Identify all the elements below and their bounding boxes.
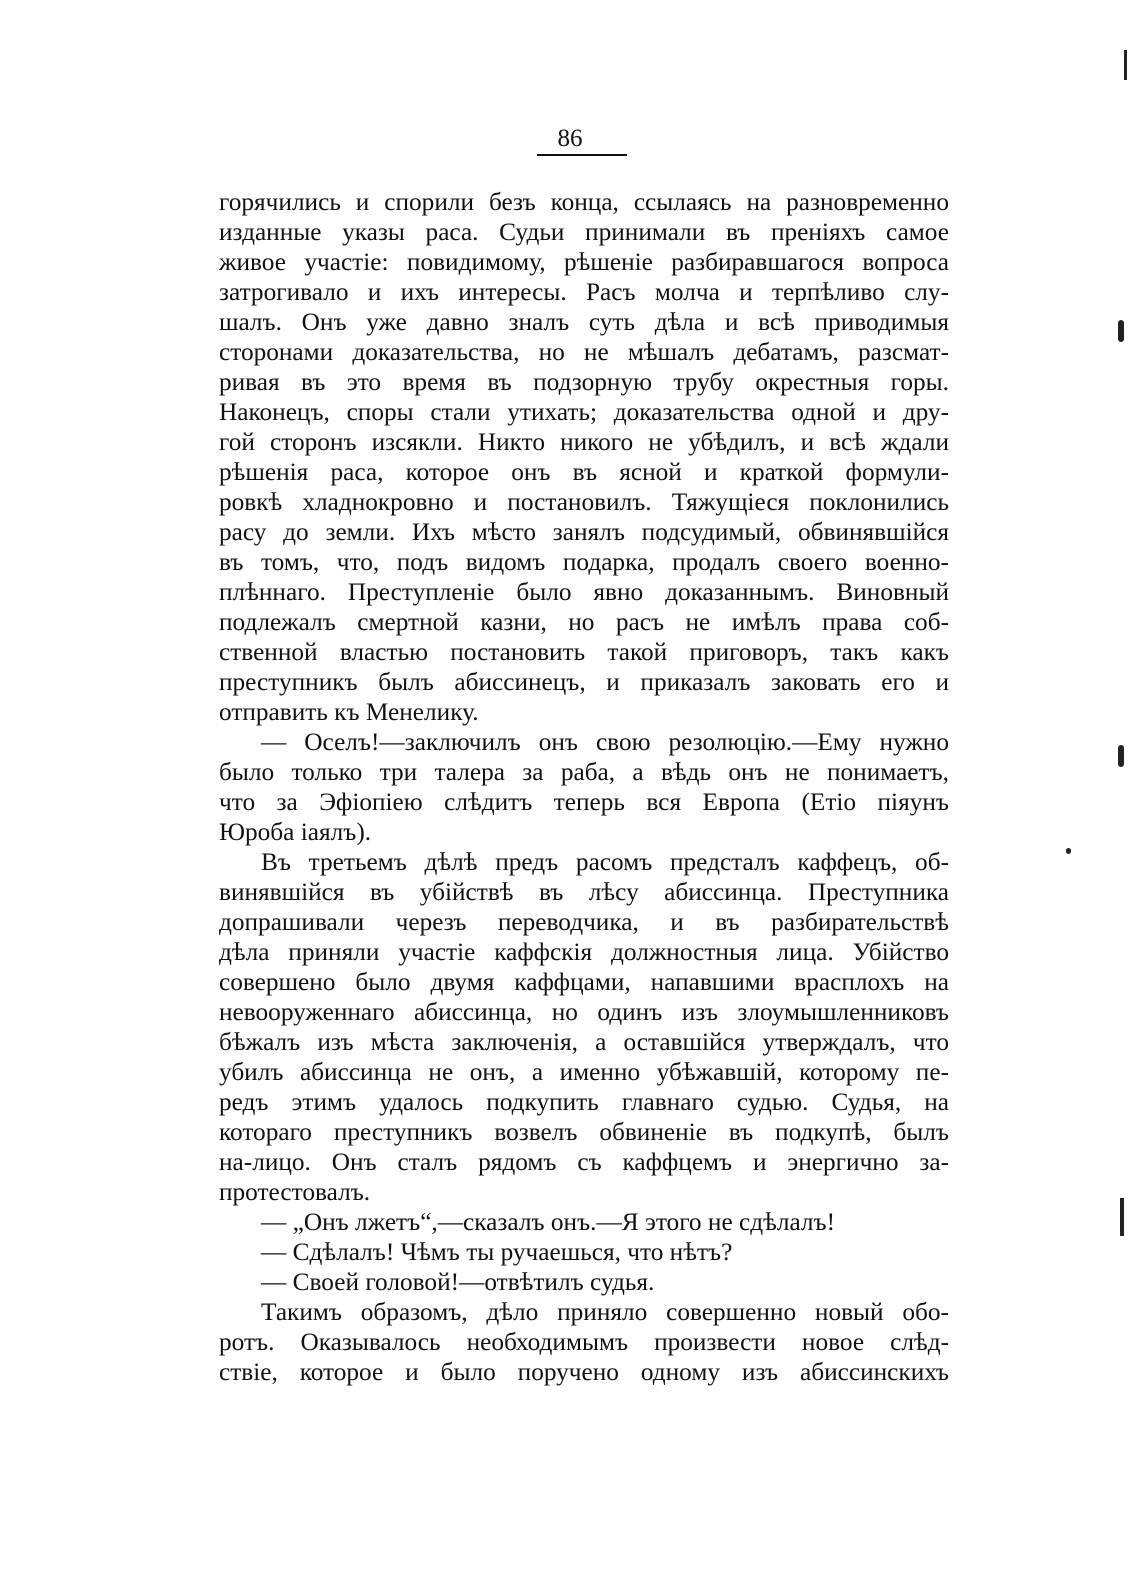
text-line: было только три талера за раба, а вѣдь онъ не понимаетъ,: [219, 758, 949, 786]
text-line: преступникъ былъ абиссинецъ, и приказалъ заковать его и: [219, 668, 949, 696]
text-line: убилъ абиссинца не онъ, а именно убѣжавшій, которому пе-: [219, 1058, 949, 1086]
text-line: горячились и спорили безъ конца, ссылаясь на разновременно: [219, 188, 949, 216]
text-line: въ томъ, что, подъ видомъ подарка, продалъ своего военно-: [219, 548, 949, 576]
text-line: ротъ. Оказывалось необходимымъ произвести новое слѣд-: [219, 1328, 949, 1356]
text-line: совершено было двумя каффцами, напавшими врасплохъ на: [219, 968, 949, 996]
margin-mark: [1124, 50, 1127, 80]
text-line: живое участіе: повидимому, рѣшеніе разбиравшагося вопроса: [219, 248, 949, 276]
text-line: плѣннаго. Преступленіе было явно доказаннымъ. Виновный: [219, 578, 949, 606]
text-line: винявшійся въ убійствѣ въ лѣсу абиссинца. Преступника: [219, 878, 949, 906]
text-line: Такимъ образомъ, дѣло приняло совершенно новый обо-: [261, 1298, 949, 1326]
page-number: 86: [557, 125, 583, 152]
text-line: допрашивали черезъ переводчика, и въ разбирательствѣ: [219, 908, 949, 936]
text-line: гой сторонъ изсякли. Никто никого не убѣдилъ, и всѣ ждали: [219, 428, 949, 456]
text-line: подлежалъ смертной казни, но расъ не имѣлъ права соб-: [219, 608, 949, 636]
text-line: на-лицо. Онъ сталъ рядомъ съ каффцемъ и энергично за-: [219, 1148, 949, 1176]
text-line: шалъ. Онъ уже давно зналъ суть дѣла и всѣ приводимыя: [219, 308, 949, 336]
margin-mark: [1118, 745, 1124, 767]
text-line: бѣжалъ изъ мѣста заключенія, а оставшійся утверждалъ, что: [219, 1028, 949, 1056]
text-block: [219, 187, 949, 1387]
text-line: ровкѣ хладнокровно и постановилъ. Тяжущіеся поклонились: [219, 488, 949, 516]
text-line: — Оселъ!—заключилъ онъ свою резолюцію.—Ему нужно: [261, 728, 949, 756]
text-line: затрогивало и ихъ интересы. Расъ молча и терпѣливо слу-: [219, 278, 949, 306]
text-line: расу до земли. Ихъ мѣсто занялъ подсудимый, обвинявшійся: [219, 518, 949, 546]
margin-mark: [1118, 320, 1124, 342]
margin-mark: [1066, 848, 1071, 854]
text-line: котораго преступникъ возвелъ обвиненіе въ подкупѣ, былъ: [219, 1118, 949, 1146]
text-line: редъ этимъ удалось подкупить главнаго судью. Судья, на: [219, 1088, 949, 1116]
text-line: — „Онъ лжетъ“,—сказалъ онъ.—Я этого не сдѣлалъ!: [261, 1208, 836, 1236]
margin-mark: [1120, 1198, 1124, 1236]
text-line: дѣла приняли участіе каффскія должностныя лица. Убійство: [219, 938, 949, 966]
text-line: сторонами доказательства, но не мѣшалъ дебатамъ, разсмат-: [219, 338, 949, 366]
text-line: протестовалъ.: [219, 1178, 371, 1206]
text-line: что за Эфіопіею слѣдитъ теперь вся Европа (Етіо піяунъ: [219, 788, 949, 816]
text-line: Въ третьемъ дѣлѣ предъ расомъ предсталъ каффецъ, об-: [261, 848, 949, 876]
text-line: отправить къ Менелику.: [219, 698, 479, 726]
text-line: — Сдѣлалъ! Чѣмъ ты ручаешься, что нѣтъ?: [261, 1238, 733, 1266]
text-line: Юроба іаялъ).: [219, 818, 372, 846]
text-line: ственной властью постановить такой приговоръ, такъ какъ: [219, 638, 949, 666]
text-line: Наконецъ, споры стали утихать; доказательства одной и дру-: [219, 398, 949, 426]
page-number-rule: [537, 154, 627, 156]
text-line: — Своей головой!—отвѣтилъ судья.: [261, 1268, 655, 1296]
text-line: изданные указы раса. Судьи принимали въ преніяхъ самое: [219, 218, 949, 246]
text-line: ривая въ это время въ подзорную трубу окрестныя горы.: [219, 368, 949, 396]
text-line: ствіе, которое и было поручено одному изъ абиссинскихъ: [219, 1358, 949, 1386]
text-line: рѣшенія раса, которое онъ въ ясной и краткой формули-: [219, 458, 949, 486]
text-line: невооруженнаго абиссинца, но одинъ изъ злоумышленниковъ: [219, 998, 949, 1026]
